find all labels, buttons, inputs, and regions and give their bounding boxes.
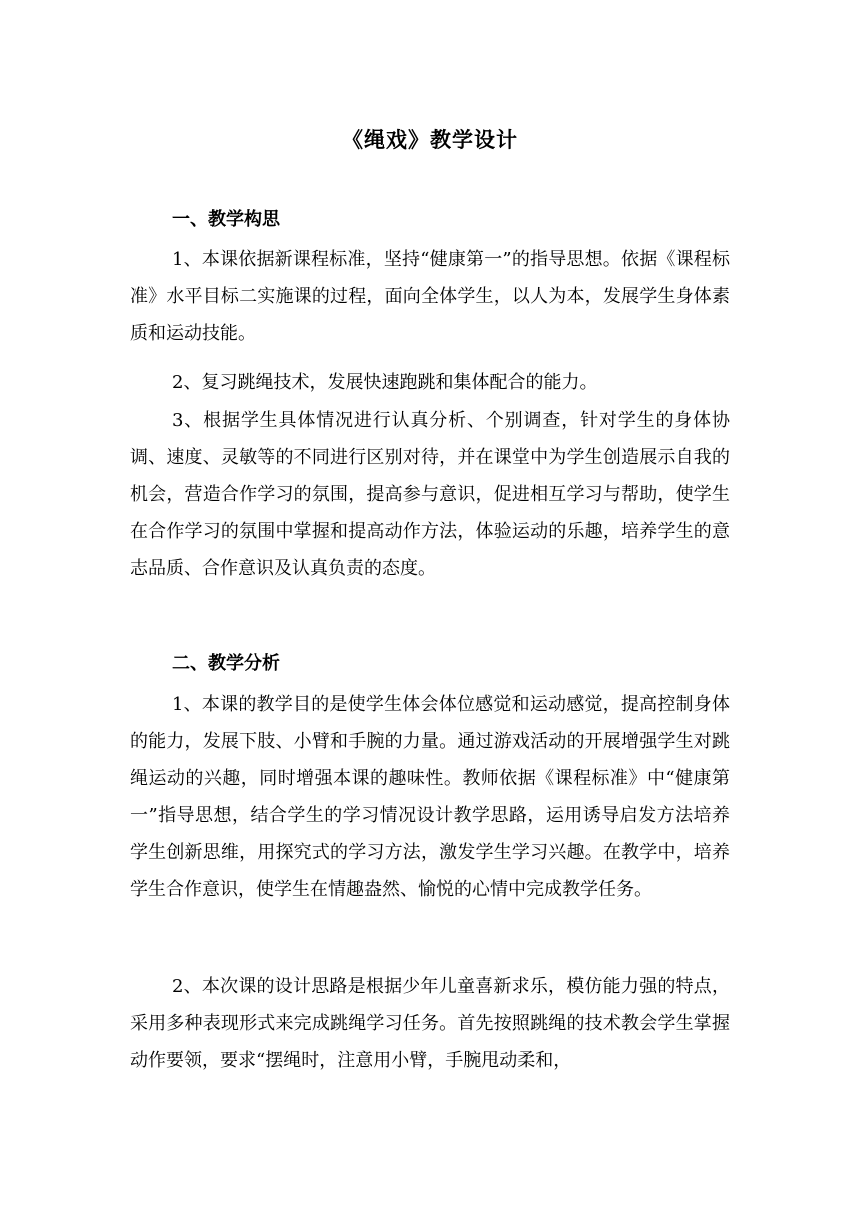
paragraph: 1、本课依据新课程标准，坚持“健康第一”的指导思想。依据《课程标准》水平目标二实施课的过程，面向全体学生，以人为本，发展学生身体素质和运动技能。	[130, 249, 730, 344]
paragraph: 2、本次课的设计思路是根据少年儿童喜新求乐，模仿能力强的特点，采用多种表现形式来完成跳绳学习任务。首先按照跳绳的技术教会学生掌握动作要领，要求“摆绳时，注意用小臂，手腕甩动柔和，	[130, 976, 730, 1071]
section-heading-teaching-analysis: 二、教学分析	[172, 653, 280, 674]
paragraph: 1、本课的教学目的是使学生体会体位感觉和运动感觉，提高控制身体的能力，发展下肢、小臂和手腕的力量。通过游戏活动的开展增强学生对跳绳运动的兴趣，同时增强本课的趣味性。教师依据《课程标准》中“健康第一”指导思想，结合学生的学习情况设计教学思路，运用诱导启发方法培养学生创新思维，用探究式的学习方法，激发学生学习兴趣。在教学中，培养学生合作意识，使学生在情趣盎然、愉悦的心情中完成教学任务。	[130, 694, 730, 900]
document-title: 《绳戏》教学设计	[342, 127, 518, 152]
paragraph: 3、根据学生具体情况进行认真分析、个别调查，针对学生的身体协调、速度、灵敏等的不同进行区别对待，并在课堂中为学生创造展示自我的机会，营造合作学习的氛围，提高参与意识，促进相互学习与帮助，使学生在合作学习的氛围中掌握和提高动作方法，体验运动的乐趣，培养学生的意志品质、合作意识及认真负责的态度。	[130, 410, 730, 579]
paragraph: 2、复习跳绳技术，发展快速跑跳和集体配合的能力。	[172, 372, 598, 393]
section-heading-teaching-concept: 一、教学构思	[172, 209, 280, 230]
